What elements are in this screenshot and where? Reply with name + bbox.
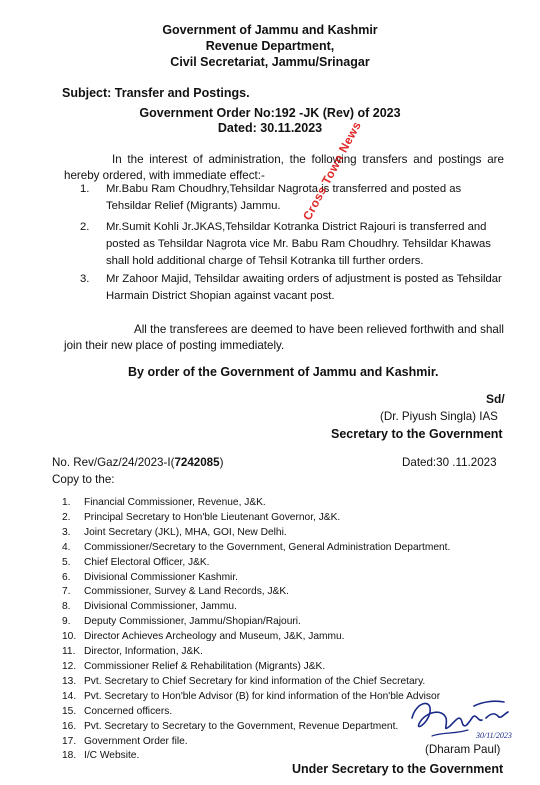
reference-code: 7242085	[174, 456, 220, 469]
reference-date: Dated:30 .11.2023	[402, 456, 497, 469]
copy-list-item	[62, 660, 502, 675]
copy-item-number: 8.	[62, 601, 71, 613]
copy-item-number: 1.	[62, 497, 71, 508]
copy-item-text: Deputy Commissioner, Jammu/Shopian/Rajouri.	[84, 616, 301, 628]
order-heading	[0, 106, 540, 136]
copy-item-number: 9.	[62, 616, 71, 628]
letterhead-secretariat: Civil Secretariat, Jammu/Srinagar	[170, 55, 370, 69]
copy-list-item	[62, 585, 502, 600]
copy-item-text: Chief Electoral Officer, J&K.	[84, 556, 210, 568]
reference-suffix: )	[219, 456, 224, 469]
item-number: 2.	[80, 221, 90, 233]
copy-item-number: 2.	[62, 511, 71, 523]
copy-item-number: 6.	[62, 571, 71, 583]
copy-list-item	[62, 600, 502, 615]
item-text: Mr.Sumit Kohli Jr.JKAS,Tehsildar Kotranka District Rajouri is transferred and posted as Tehsildar Nagrota vice Mr. Babu Ram Choudhry. Tehsildar Khawas shall hold additional charge of Tehsil Kotranka till further orders.	[106, 221, 491, 267]
item-number: 1.	[80, 183, 90, 195]
copy-list-item	[62, 496, 502, 511]
copy-item-text: Commissioner Relief & Rehabilitation (Migrants) J&K.	[84, 660, 326, 672]
undersigned-name: (Dharam Paul)	[425, 743, 501, 756]
letterhead-department: Revenue Department,	[205, 39, 335, 53]
copy-item-number: 17.	[62, 735, 77, 747]
sd-mark: Sd/	[486, 392, 505, 406]
copy-list-item	[62, 645, 502, 660]
reference-number	[52, 456, 223, 469]
copy-item-number: 11.	[62, 646, 76, 658]
copy-item-number: 15.	[62, 705, 77, 717]
copy-list-item	[62, 615, 502, 630]
letterhead	[0, 22, 540, 70]
copy-item-number: 12.	[62, 660, 77, 672]
copy-list-item	[62, 556, 502, 571]
transfer-item	[80, 271, 504, 305]
watermark-stamp: Cross Town News	[300, 118, 364, 223]
copy-list-item	[62, 526, 502, 541]
copy-item-number: 5.	[62, 556, 71, 568]
copy-item-text: Joint Secretary (JKL), MHA, GOI, New Delhi.	[84, 526, 287, 538]
copy-list-item	[62, 541, 502, 556]
copy-item-number: 4.	[62, 541, 71, 553]
copy-item-text: Commissioner/Secretary to the Government, General Administration Department.	[84, 541, 451, 553]
copy-item-text: Government Order file.	[84, 735, 188, 747]
copy-item-text: Pvt. Secretary to Secretary to the Government, Revenue Department.	[84, 720, 399, 732]
copy-item-text: Concerned officers.	[84, 705, 173, 717]
copy-item-number: 16.	[62, 720, 77, 732]
signer-designation: Secretary to the Government	[331, 427, 503, 441]
subject-line: Subject: Transfer and Postings.	[62, 86, 250, 100]
copy-item-text: Pvt. Secretary to Hon'ble Advisor (B) for kind information of the Hon'ble Advisor	[84, 690, 441, 702]
copy-list-item	[62, 571, 502, 586]
copy-item-number: 13.	[62, 675, 77, 687]
order-number: Government Order No:192 -JK (Rev) of 2023	[139, 106, 401, 120]
copy-item-text: I/C Website.	[84, 750, 140, 762]
undersigned-designation: Under Secretary to the Government	[292, 762, 504, 776]
closing-paragraph: All the transferees are deemed to have been relieved forthwith and shall join their new place of posting immediately.	[64, 323, 504, 352]
copy-item-number: 7.	[62, 586, 71, 598]
copy-to-heading: Copy to the:	[52, 473, 115, 486]
transfer-item	[80, 219, 504, 270]
intro-paragraph: In the interest of administration, the following transfers and postings are hereby ordered, with immediate effect:-	[64, 153, 504, 182]
letterhead-government: Government of Jammu and Kashmir	[162, 23, 378, 37]
copy-item-number: 3.	[62, 526, 71, 538]
item-text: Mr Zahoor Majid, Tehsildar awaiting orders of adjustment is posted as Tehsildar Harmain District Shopian against vacant post.	[106, 273, 502, 302]
order-date: Dated: 30.11.2023	[217, 121, 323, 135]
copy-item-text: Divisional Commissioner, Jammu.	[84, 601, 237, 613]
copy-item-number: 18.	[62, 750, 77, 762]
copy-item-text: Commissioner, Survey & Land Records, J&K.	[84, 586, 289, 598]
copy-item-number: 14.	[62, 690, 77, 702]
copy-item-text: Director, Information, J&K.	[84, 646, 203, 658]
signature-date: 30/11/2023	[476, 731, 512, 740]
copy-item-text: Director Achieves Archeology and Museum, J&K, Jammu.	[84, 631, 345, 643]
copy-list-item	[62, 630, 502, 645]
copy-item-text: Financial Commissioner, Revenue, J&K.	[84, 497, 266, 508]
item-text: Mr.Babu Ram Choudhry,Tehsildar Nagrota is transferred and posted as Tehsildar Relief (Migrants) Jammu.	[106, 183, 462, 212]
reference-prefix: No. Rev/Gaz/24/2023-I(	[52, 456, 175, 469]
copy-item-text: Divisional Commissioner Kashmir.	[84, 571, 238, 583]
copy-item-text: Principal Secretary to Hon'ble Lieutenant Governor, J&K.	[84, 511, 341, 523]
copy-item-text: Pvt. Secretary to Chief Secretary for kind information of the Chief Secretary.	[84, 675, 426, 687]
signer-name: (Dr. Piyush Singla) IAS	[380, 410, 498, 423]
item-number: 3.	[80, 273, 90, 285]
by-order-line: By order of the Government of Jammu and Kashmir.	[128, 365, 439, 379]
copy-item-number: 10.	[62, 631, 77, 643]
copy-list-item	[62, 511, 502, 526]
